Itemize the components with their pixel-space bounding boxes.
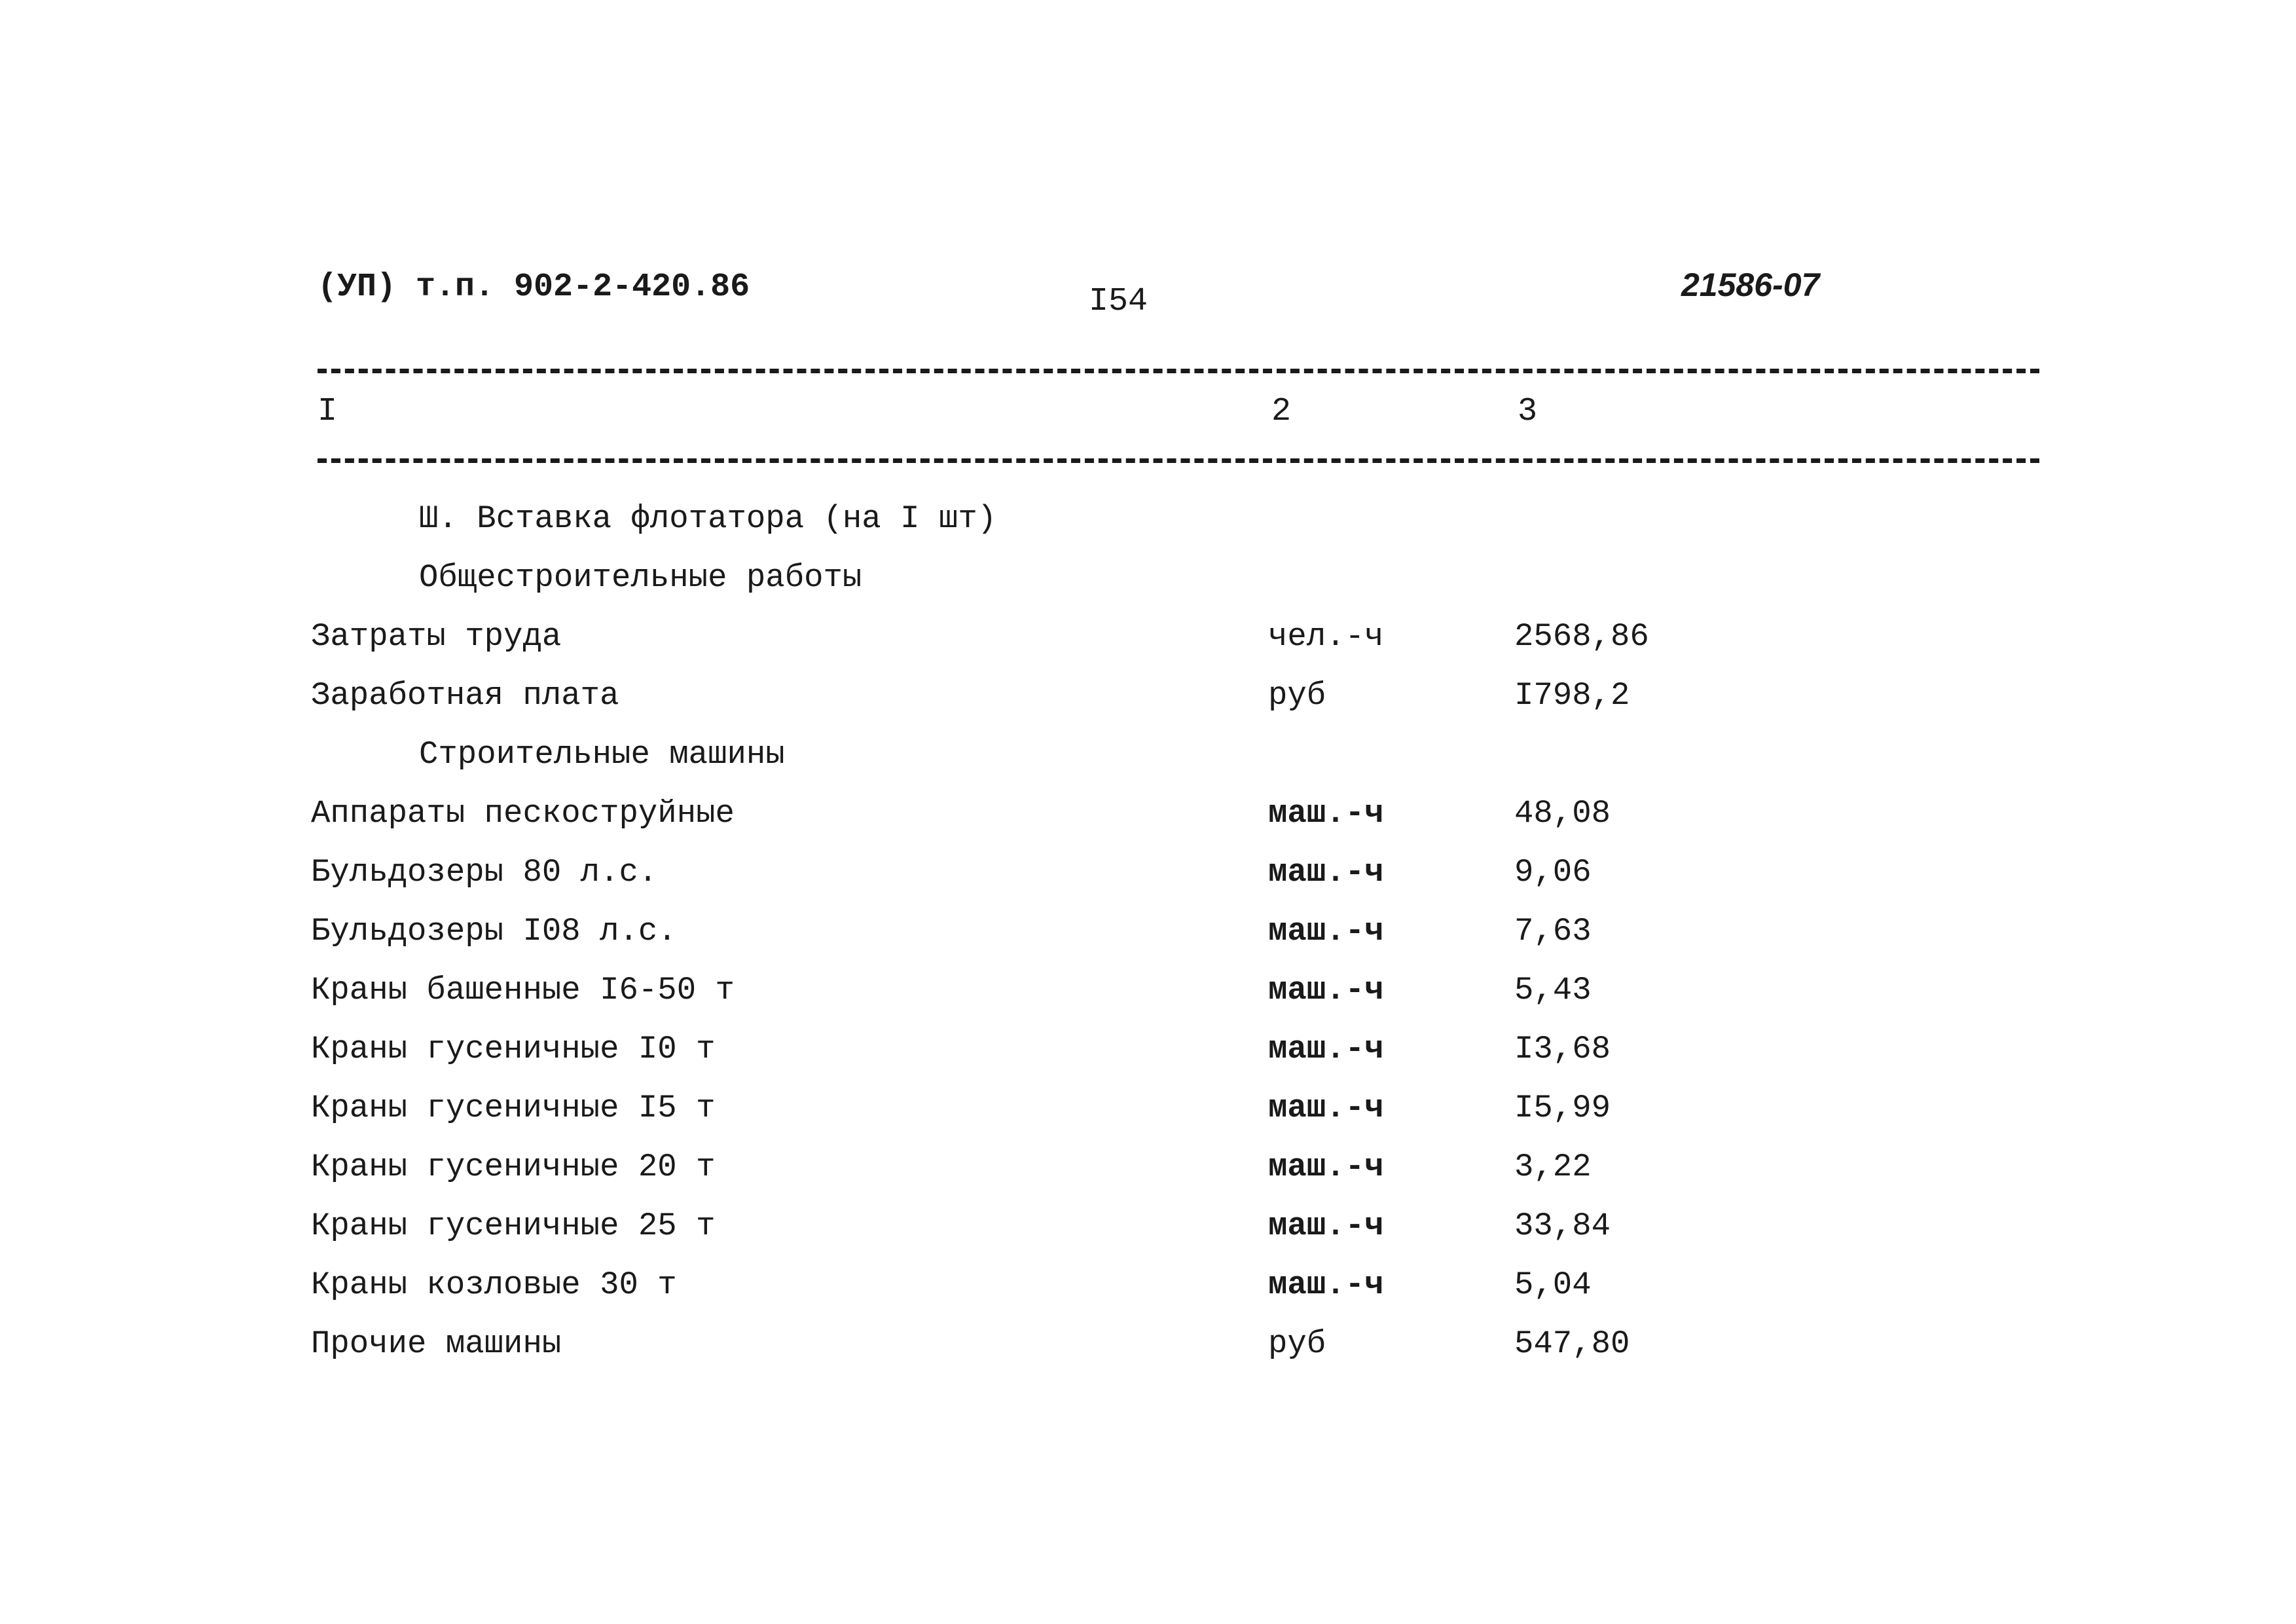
row-value: 48,08 (1514, 795, 1611, 832)
row-name: Краны гусеничные I0 т (311, 1031, 716, 1067)
row-value: 5,04 (1514, 1266, 1592, 1303)
row-name: Заработная плата (311, 677, 619, 714)
row-name: Краны козловые 30 т (311, 1266, 677, 1303)
row-name: Краны башенные I6-50 т (311, 972, 735, 1008)
row-name: Бульдозеры I08 л.с. (311, 913, 677, 950)
table-header-bottom-rule (318, 458, 2039, 463)
column-header-3: 3 (1518, 393, 1538, 430)
row-value: I5,99 (1514, 1090, 1611, 1126)
section-title: Ш. Вставка флотатора (на I шт) (419, 500, 997, 537)
row-unit: маш.-ч (1268, 854, 1384, 891)
row-unit: маш.-ч (1268, 1149, 1384, 1185)
row-unit: чел.-ч (1268, 618, 1384, 655)
row-value: I3,68 (1514, 1031, 1611, 1067)
row-value: 9,06 (1514, 854, 1592, 891)
doc-number: 21586-07 (1681, 267, 1820, 303)
row-unit: маш.-ч (1268, 1208, 1384, 1244)
row-name: Краны гусеничные 25 т (311, 1208, 716, 1244)
row-unit: маш.-ч (1268, 1031, 1384, 1067)
column-header-2: 2 (1271, 393, 1292, 430)
row-unit: маш.-ч (1268, 1090, 1384, 1126)
subsection-general-title: Общестроительные работы (419, 559, 862, 596)
row-value: 5,43 (1514, 972, 1592, 1008)
doc-code: (УП) т.п. 902-2-420.86 (318, 268, 750, 306)
row-unit: руб (1268, 1325, 1326, 1362)
row-name: Бульдозеры 80 л.с. (311, 854, 658, 891)
row-value: 33,84 (1514, 1208, 1611, 1244)
table-header-top-rule (318, 369, 2039, 373)
row-name: Затраты труда (311, 618, 562, 655)
row-unit: маш.-ч (1268, 1266, 1384, 1303)
row-value: I798,2 (1514, 677, 1630, 714)
row-unit: руб (1268, 677, 1326, 714)
row-value: 547,80 (1514, 1325, 1630, 1362)
row-name: Краны гусеничные 20 т (311, 1149, 716, 1185)
column-header-1: I (318, 393, 338, 430)
row-name: Краны гусеничные I5 т (311, 1090, 716, 1126)
row-value: 7,63 (1514, 913, 1592, 950)
row-name: Прочие машины (311, 1325, 562, 1362)
row-value: 2568,86 (1514, 618, 1649, 655)
row-unit: маш.-ч (1268, 795, 1384, 832)
subsection-machines-title: Строительные машины (419, 736, 785, 773)
row-value: 3,22 (1514, 1149, 1592, 1185)
row-unit: маш.-ч (1268, 972, 1384, 1008)
row-unit: маш.-ч (1268, 913, 1384, 950)
row-name: Аппараты пескоструйные (311, 795, 735, 832)
page-number: I54 (1089, 283, 1148, 320)
